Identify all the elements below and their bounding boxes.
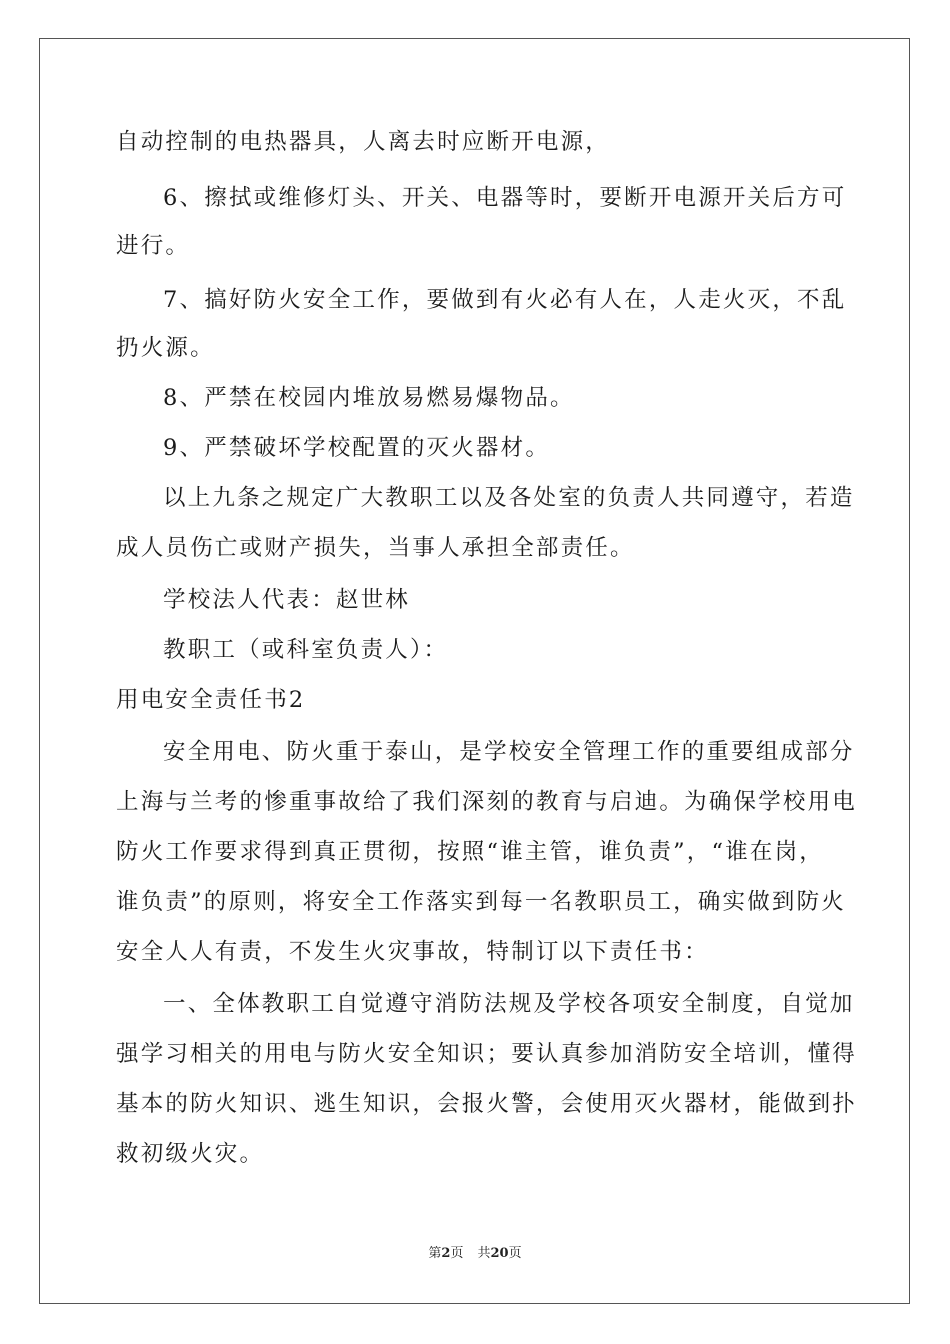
text-line: 防火工作要求得到真正贯彻，按照“谁主管，谁负责”，“谁在岗， — [116, 839, 825, 865]
text-line: 安全人人有责，不发生火灾事故，特制订以下责任书： — [116, 939, 709, 965]
page-suffix: 页 — [450, 1246, 464, 1261]
text-line: 9、严禁破坏学校配置的灭火器材。 — [163, 435, 551, 461]
text-line: 8、严禁在校园内堆放易燃易爆物品。 — [163, 385, 575, 411]
signature-line-staff: 教职工（或科室负责人）： — [163, 637, 449, 663]
text-line: 强学习相关的用电与防火安全知识；要认真参加消防安全培训，懂得 — [116, 1041, 858, 1067]
text-line: 基本的防火知识、逃生知识，会报火警，会使用灭火器材，能做到扑 — [116, 1091, 858, 1117]
text-line: 自动控制的电热器具，人离去时应断开电源， — [116, 129, 611, 155]
text-line: 7、搞好防火安全工作，要做到有火必有人在，人走火灭，不乱 — [163, 287, 847, 313]
text-line: 进行。 — [116, 233, 191, 259]
text-line: 一、全体教职工自觉遵守消防法规及学校各项安全制度，自觉加 — [163, 991, 855, 1017]
section-title: 用电安全责任书2 — [116, 687, 306, 713]
text-line: 6、擦拭或维修灯头、开关、电器等时，要断开电源开关后方可 — [163, 185, 847, 211]
text-line: 谁负责”的原则，将安全工作落实到每一名教职员工，确实做到防火 — [116, 889, 847, 915]
text-line: 成人员伤亡或财产损失，当事人承担全部责任。 — [116, 535, 635, 561]
text-line: 扔火源。 — [116, 335, 215, 361]
page-number: 2 — [441, 1246, 451, 1261]
total-pages: 20 — [490, 1246, 509, 1261]
total-suffix: 页 — [508, 1246, 522, 1261]
page-footer — [0, 1246, 950, 1262]
signature-line-legal-rep: 学校法人代表：赵世林 — [163, 587, 411, 613]
total-prefix: 共 — [477, 1246, 491, 1261]
text-line: 以上九条之规定广大教职工以及各处室的负责人共同遵守，若造 — [163, 485, 855, 511]
text-line: 救初级火灾。 — [116, 1141, 265, 1167]
page-prefix: 第 — [428, 1246, 442, 1261]
text-line: 安全用电、防火重于泰山，是学校安全管理工作的重要组成部分 — [163, 739, 855, 765]
text-line: 上海与兰考的惨重事故给了我们深刻的教育与启迪。为确保学校用电 — [116, 789, 858, 815]
